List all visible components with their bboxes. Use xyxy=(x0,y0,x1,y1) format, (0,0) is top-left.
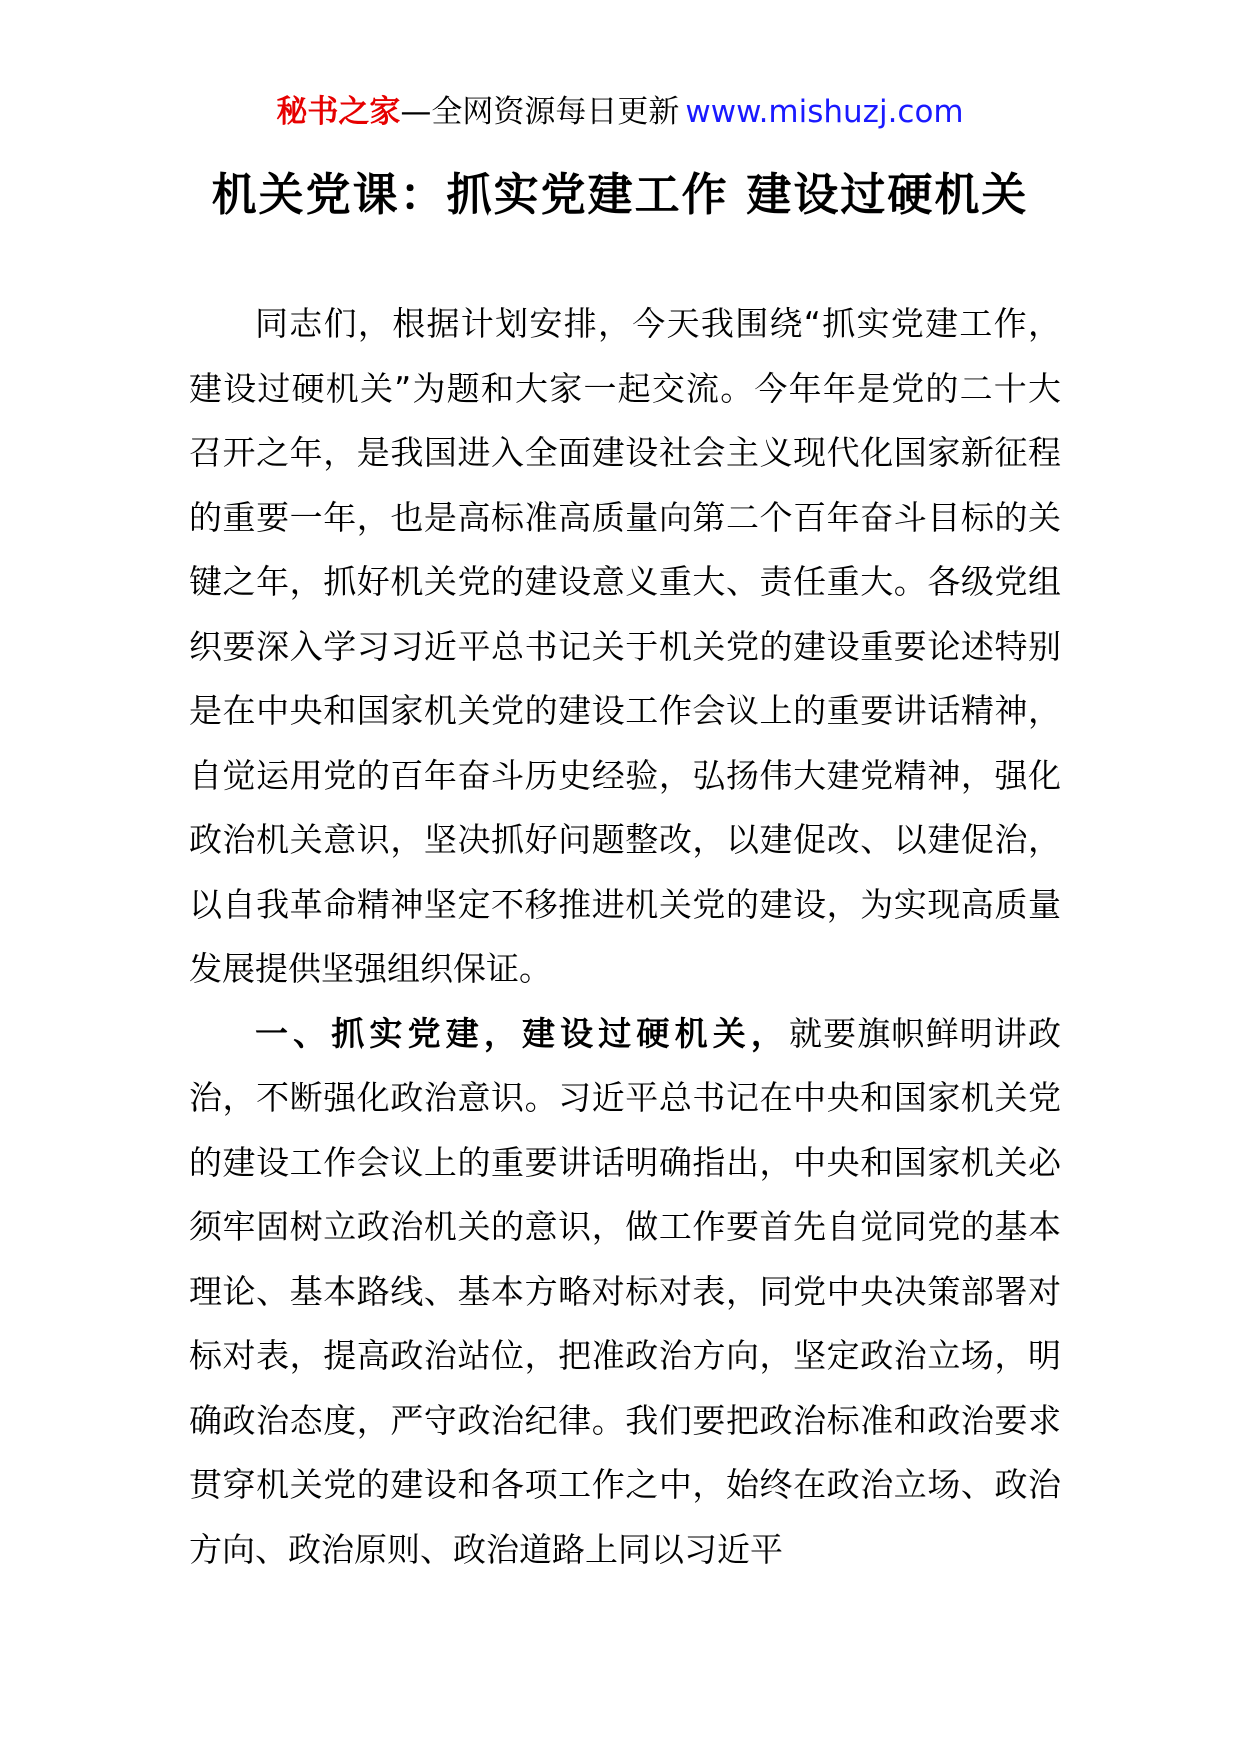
site-url-link[interactable]: www.mishuzj.com xyxy=(685,94,964,130)
document-title: 机关党课：抓实党建工作 建设过硬机关 xyxy=(211,168,1029,221)
site-header xyxy=(0,92,1240,132)
paragraph-section-one-text: 就要旗帜鲜明讲政治，不断强化政治意识。习近平总书记在中央和国家机关党的建设工作会议上的重要讲话明确指出，中央和国家机关必须牢固树立政治机关的意识，做工作要首先自觉同党的基本理论、基本路线、基本方略对标对表，同党中央决策部署对标对表，提高政治站位，把准政治方向，坚定政治立场，明确政治态度，严守政治纪律。我们要把政治标准和政治要求贯穿机关党的建设和各项工作之中，始终在政治立场、政治方向、政治原则、政治道路上同以习近平 xyxy=(189,1013,1062,1569)
paragraph-section-one xyxy=(189,1002,1061,1583)
document-body xyxy=(189,292,1061,1582)
paragraph-intro xyxy=(189,292,1061,1002)
site-brand: 秘书之家 xyxy=(276,94,401,130)
paragraph-intro-text: 同志们，根据计划安排，今天我围绕“抓实党建工作，建设过硬机关”为题和大家一起交流。今年年是党的二十大召开之年，是我国进入全面建设社会主义现代化国家新征程的重要一年，也是高标准高质量向第二个百年奋斗目标的关键之年，抓好机关党的建设意义重大、责任重大。各级党组织要深入学习习近平总书记关于机关党的建设重要论述特别是在中央和国家机关党的建设工作会议上的重要讲话精神，自觉运用党的百年奋斗历史经验，弘扬伟大建党精神，强化政治机关意识，坚决抓好问题整改，以建促改、以建促治，以自我革命精神坚定不移推进机关党的建设，为实现高质量发展提供坚强组织保证。 xyxy=(189,304,1061,988)
section-one-heading: 一、抓实党建，建设过硬机关， xyxy=(255,1013,789,1053)
site-tagline: —全网资源每日更新 xyxy=(400,94,680,130)
